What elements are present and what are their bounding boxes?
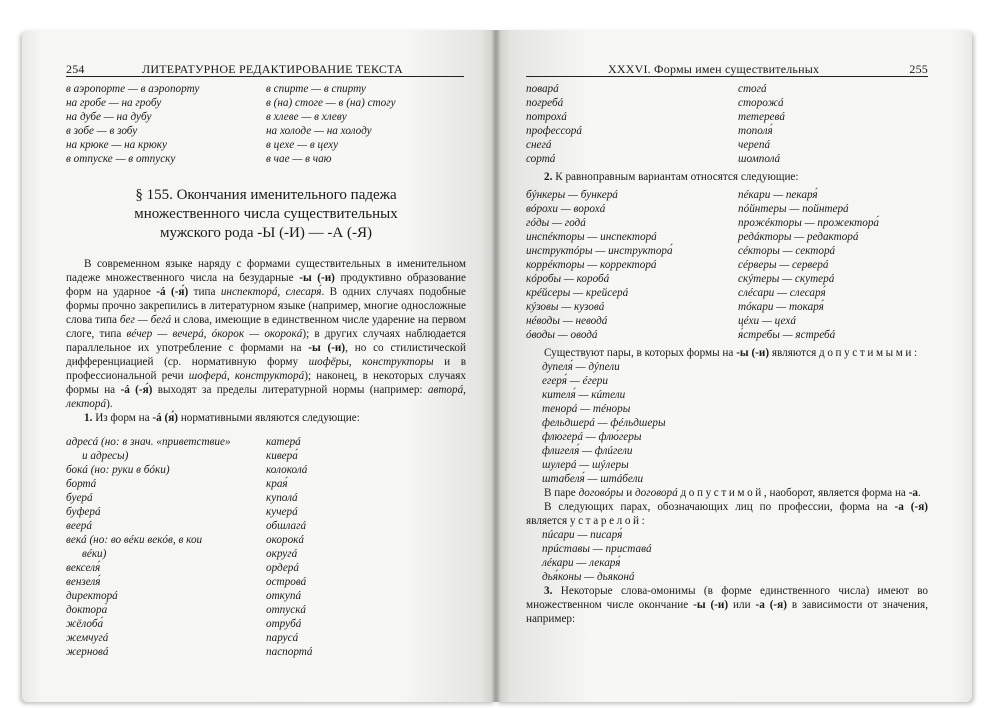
pair-row <box>526 244 928 258</box>
para-text: В современном языке наряду с формами существительных в именительном падеже множественного числа на безударные <box>66 258 466 284</box>
pair-right: прожéкторы — прожектора́ <box>738 217 880 229</box>
pair-left: вóрохи — ворохá <box>526 203 606 215</box>
form-item: обшлагá <box>266 520 307 532</box>
pair-right: сéрверы — серверá <box>738 259 829 271</box>
form-item: бортá <box>66 478 97 490</box>
pair-row <box>526 328 928 342</box>
pair-left: кóробы — коробá <box>526 273 610 285</box>
forms-columns <box>66 435 466 659</box>
point-2 <box>526 170 928 184</box>
pair-left: инспéкторы — инспекторá <box>526 231 657 243</box>
pair-right: шомполá <box>738 153 781 165</box>
form-item: векá (но: во вéки векóв, в кои <box>66 534 203 546</box>
form-item: директорá <box>66 590 118 602</box>
para-bold: -ы (-и) <box>693 599 729 611</box>
form-item: и адресы) <box>82 450 129 462</box>
form-item: жемчугá <box>66 632 109 644</box>
list-item: дупеля́ — дýпели <box>542 361 620 373</box>
pair-row <box>526 230 928 244</box>
para-text: Существуют пары, в которых формы на <box>544 347 737 359</box>
point-number: 2. <box>544 171 553 183</box>
para-text: ); в других случаях наблюдается параллельное их употребление с формами на <box>66 328 466 354</box>
pair-left: крéйсеры — крейсерá <box>526 287 629 299</box>
para-text: является <box>526 515 570 527</box>
para-text: ); наконец, в некоторых случаях формы на <box>66 370 466 396</box>
pair-row <box>526 202 928 216</box>
para-bold: -á (-я́) <box>120 384 153 396</box>
pair-left: инструктóры — инструктора́ <box>526 245 673 257</box>
para-text: продуктивно образование форм на ударное <box>66 272 466 298</box>
pair-right: сéкторы — секторá <box>738 245 836 257</box>
pair-right: скýтеры — скутерá <box>738 273 835 285</box>
pair-left: потрохá <box>526 111 567 123</box>
pair-left: профессорá <box>526 125 582 137</box>
pair-row <box>526 188 928 202</box>
pair-row <box>526 96 928 110</box>
pair-left: в отпуске — в отпуску <box>66 153 176 165</box>
para-italic: авторá, лекторá <box>66 384 466 410</box>
para-text: , наоборот, является форма на <box>763 487 909 499</box>
pair-row <box>526 124 928 138</box>
para-text: выходят за пределы литературной нормы (например: <box>152 384 428 396</box>
form-item: парусá <box>266 632 299 644</box>
form-item: жерновá <box>66 646 109 658</box>
para-text: нормативными являются следующие: <box>178 412 360 424</box>
pair-row <box>526 152 928 166</box>
para-bold: -á (-я́) <box>156 286 189 298</box>
pair-left: поварá <box>526 83 559 95</box>
pair-row <box>66 138 466 152</box>
para-italic: договорá <box>635 487 678 499</box>
forms-column-1 <box>66 435 266 659</box>
left-page <box>22 30 496 702</box>
pair-right: тóкари — токаря́ <box>738 301 824 313</box>
form-item: буерá <box>66 492 93 504</box>
para-italic: шофёры, конструкторы <box>308 356 434 368</box>
pair-right: в (на) стоге — в (на) стогу <box>266 97 396 109</box>
pair-right: тополя́ <box>738 125 773 137</box>
list-item: флюгерá — флю́геры <box>542 431 642 443</box>
heading-line: множественного числа существительных <box>134 206 398 222</box>
form-item: катерá <box>266 436 301 448</box>
pair-row <box>526 110 928 124</box>
form-item: доктора́ <box>66 604 108 616</box>
para-text: . В одних случаях подобные формы прочно закрепились в литературном языке (например, многие односложные слова типа <box>66 286 466 326</box>
heading-line: § 155. Окончания именительного падежа <box>135 187 397 203</box>
book-spine <box>492 30 500 702</box>
form-item: отрубá <box>266 618 302 630</box>
dopust-list <box>526 360 928 486</box>
para-bold: -а (-я) <box>894 501 928 513</box>
form-item: кучерá <box>266 506 298 518</box>
para-spaced: допустимой <box>680 487 764 499</box>
point-number: 1. <box>84 412 93 424</box>
pair-right: пóйнтеры — пойнтерá <box>738 203 849 215</box>
list-item: егеря́ — éгери <box>542 375 608 387</box>
para-text: . <box>918 487 921 499</box>
pair-right: в чае — в чаю <box>266 153 332 165</box>
list-item: флигеля́ — флúгели <box>542 445 633 457</box>
pair-row <box>66 124 466 138</box>
para-text: : <box>914 347 918 359</box>
pair-row <box>526 314 928 328</box>
pair-row <box>526 286 928 300</box>
pair-right: на холоде — на холоду <box>266 125 372 137</box>
list-item: тенорá — тéноры <box>542 403 631 415</box>
left-page-number: 254 <box>66 62 85 76</box>
pair-left: óводы — оводá <box>526 329 598 341</box>
para-text: Некоторые слова-омонимы (в форме единственного числа) имеют во множественном числе окончание <box>526 585 928 611</box>
para-italic: шоферá, конструкторá <box>188 370 305 382</box>
pair-row <box>66 82 466 96</box>
para-italic: инспекторá, слесаря́ <box>220 286 322 298</box>
para-italic: вéчер — вечерá, óкорок — окорокá <box>126 328 303 340</box>
pair-left: на крюке — на крюку <box>66 139 167 151</box>
pair-left: на гробе — на гробу <box>66 97 162 109</box>
pair-left: нéводы — неводá <box>526 315 608 327</box>
form-item: куполá <box>266 492 298 504</box>
right-running-title: XXXVI. Формы имен существительных <box>608 62 820 76</box>
pair-row <box>66 96 466 110</box>
form-item: отпускá <box>266 604 307 616</box>
pair-right: в хлеве — в хлеву <box>266 111 347 123</box>
variant-pairs <box>526 188 928 342</box>
open-book <box>22 30 972 702</box>
old-forms-list <box>526 528 928 584</box>
list-item: лéкари — лекаря́ <box>542 557 621 569</box>
para-text: типа <box>188 286 221 298</box>
para-italic: бег — бегá <box>119 314 172 326</box>
paragraph-professions <box>526 500 928 528</box>
list-item: прúставы — приставá <box>542 543 652 555</box>
form-item: веерá <box>66 520 92 532</box>
form-item: буферá <box>66 506 101 518</box>
para-text: или <box>728 599 756 611</box>
form-item: бокá (но: руки в бóки) <box>66 464 170 476</box>
para-bold: -а <box>908 487 919 499</box>
section-heading <box>66 186 466 243</box>
pair-row <box>526 138 928 152</box>
pair-row <box>526 258 928 272</box>
form-item: паспортá <box>266 646 313 658</box>
pair-left: гóды — годá <box>526 217 586 229</box>
forms-column-2 <box>266 435 466 659</box>
form-item: островá <box>266 576 307 588</box>
para-text: и в профессиональной речи <box>66 356 466 382</box>
pair-right: слéсари — слесаря́ <box>738 287 826 299</box>
pair-right: редáкторы — редакторá <box>738 231 859 243</box>
pair-right: пéкари — пекаря́ <box>738 189 818 201</box>
pair-left: бýнкеры — бункерá <box>526 189 618 201</box>
point-3 <box>526 584 928 626</box>
pair-left: кýзовы — кузовá <box>526 301 605 313</box>
form-item: откупá <box>266 590 302 602</box>
point-number: 3. <box>544 585 553 597</box>
para-text: Из форм на <box>92 412 153 424</box>
para-text: В следующих парах, обозначающих лиц по профессии, форма на <box>544 501 895 513</box>
heading-line: мужского рода -Ы (-И) — -А (-Я) <box>160 225 372 241</box>
para-text: в зависимости от значения, например: <box>526 599 928 625</box>
pair-right: в спирте — в спирту <box>266 83 366 95</box>
para-text: К равноправным вариантам относятся следующие: <box>552 171 799 183</box>
right-page-number: 255 <box>909 62 928 76</box>
pair-left: погребá <box>526 97 564 109</box>
right-page <box>496 30 972 702</box>
form-item: вензеля́ <box>66 576 101 588</box>
right-top-pairs <box>526 82 928 166</box>
list-item: дья́коны — дьяконá <box>542 571 635 583</box>
form-item: кивера́ <box>266 450 298 462</box>
right-page-body <box>526 82 928 626</box>
paragraph-dopust <box>526 346 928 360</box>
pair-right: черепá <box>738 139 771 151</box>
pair-right: стогá <box>738 83 767 95</box>
list-item: фельдшерá — фéльдшеры <box>542 417 666 429</box>
list-item: шулерá — шýлеры <box>542 459 629 471</box>
para-text: В паре <box>544 487 579 499</box>
para-text: ). <box>106 398 113 410</box>
pair-row <box>526 300 928 314</box>
para-bold: -ы (-и) <box>736 347 770 359</box>
para-text: , но со стилистической дифференциацией (ср. нормативную форму <box>66 342 466 368</box>
para-bold: -á (я́) <box>152 412 179 424</box>
para-text: являются <box>769 347 820 359</box>
left-running-head <box>66 62 464 77</box>
form-item: окорокá <box>266 534 305 546</box>
pair-left: коррéкторы — корректорá <box>526 259 657 271</box>
pair-right: тетеревá <box>738 111 785 123</box>
pair-left: на дубе — на дубу <box>66 111 152 123</box>
pair-left: в аэропорте — в аэропорту <box>66 83 200 95</box>
pair-right: в цехе — в цеху <box>266 139 339 151</box>
form-item: жёлоба́ <box>66 618 104 630</box>
intro-paragraph <box>66 257 466 411</box>
para-bold: -а (-я) <box>755 599 787 611</box>
form-item: округá <box>266 548 298 560</box>
para-text: : <box>641 515 645 527</box>
para-text: и слова, имеющие в единственном числе ударение на первом слоге, типа <box>66 314 466 340</box>
pair-left: в зобе — в зобу <box>66 125 138 137</box>
para-italic: договóры <box>578 487 624 499</box>
pair-row <box>66 110 466 124</box>
para-bold: -ы (-и) <box>308 342 346 354</box>
point-1 <box>66 411 466 425</box>
para-spaced: устарелой <box>569 515 642 527</box>
left-running-title: ЛИТЕРАТУРНОЕ РЕДАКТИРОВАНИЕ ТЕКСТА <box>142 62 403 76</box>
pair-row <box>526 272 928 286</box>
pair-right: я́стребы — ястребá <box>738 329 836 341</box>
paragraph-dogovor <box>526 486 928 500</box>
list-item: кителя́ — кúтели <box>542 389 626 401</box>
form-item: адресá (но: в знач. «приветствие» <box>66 436 231 448</box>
pair-left: сортá <box>526 153 556 165</box>
form-item: колоколá <box>266 464 308 476</box>
pair-row <box>526 82 928 96</box>
form-item: края́ <box>266 478 288 490</box>
pair-row <box>526 216 928 230</box>
left-top-pairs <box>66 82 466 166</box>
right-running-head <box>526 62 928 77</box>
form-item: ордерá <box>266 562 299 574</box>
form-item: векселя́ <box>66 562 101 574</box>
para-text: и <box>623 487 636 499</box>
left-page-body <box>66 82 466 659</box>
list-item: пúсари — писаря́ <box>542 529 623 541</box>
pair-right: цéхи — цехá <box>738 315 796 327</box>
pair-right: сторожá <box>738 97 784 109</box>
para-spaced: допустимыми <box>819 347 915 359</box>
para-bold: -ы (-и) <box>299 272 335 284</box>
form-item: вéки) <box>82 548 107 560</box>
pair-row <box>66 152 466 166</box>
list-item: штабеля́ — штáбели <box>542 473 644 485</box>
pair-left: снегá <box>526 139 552 151</box>
